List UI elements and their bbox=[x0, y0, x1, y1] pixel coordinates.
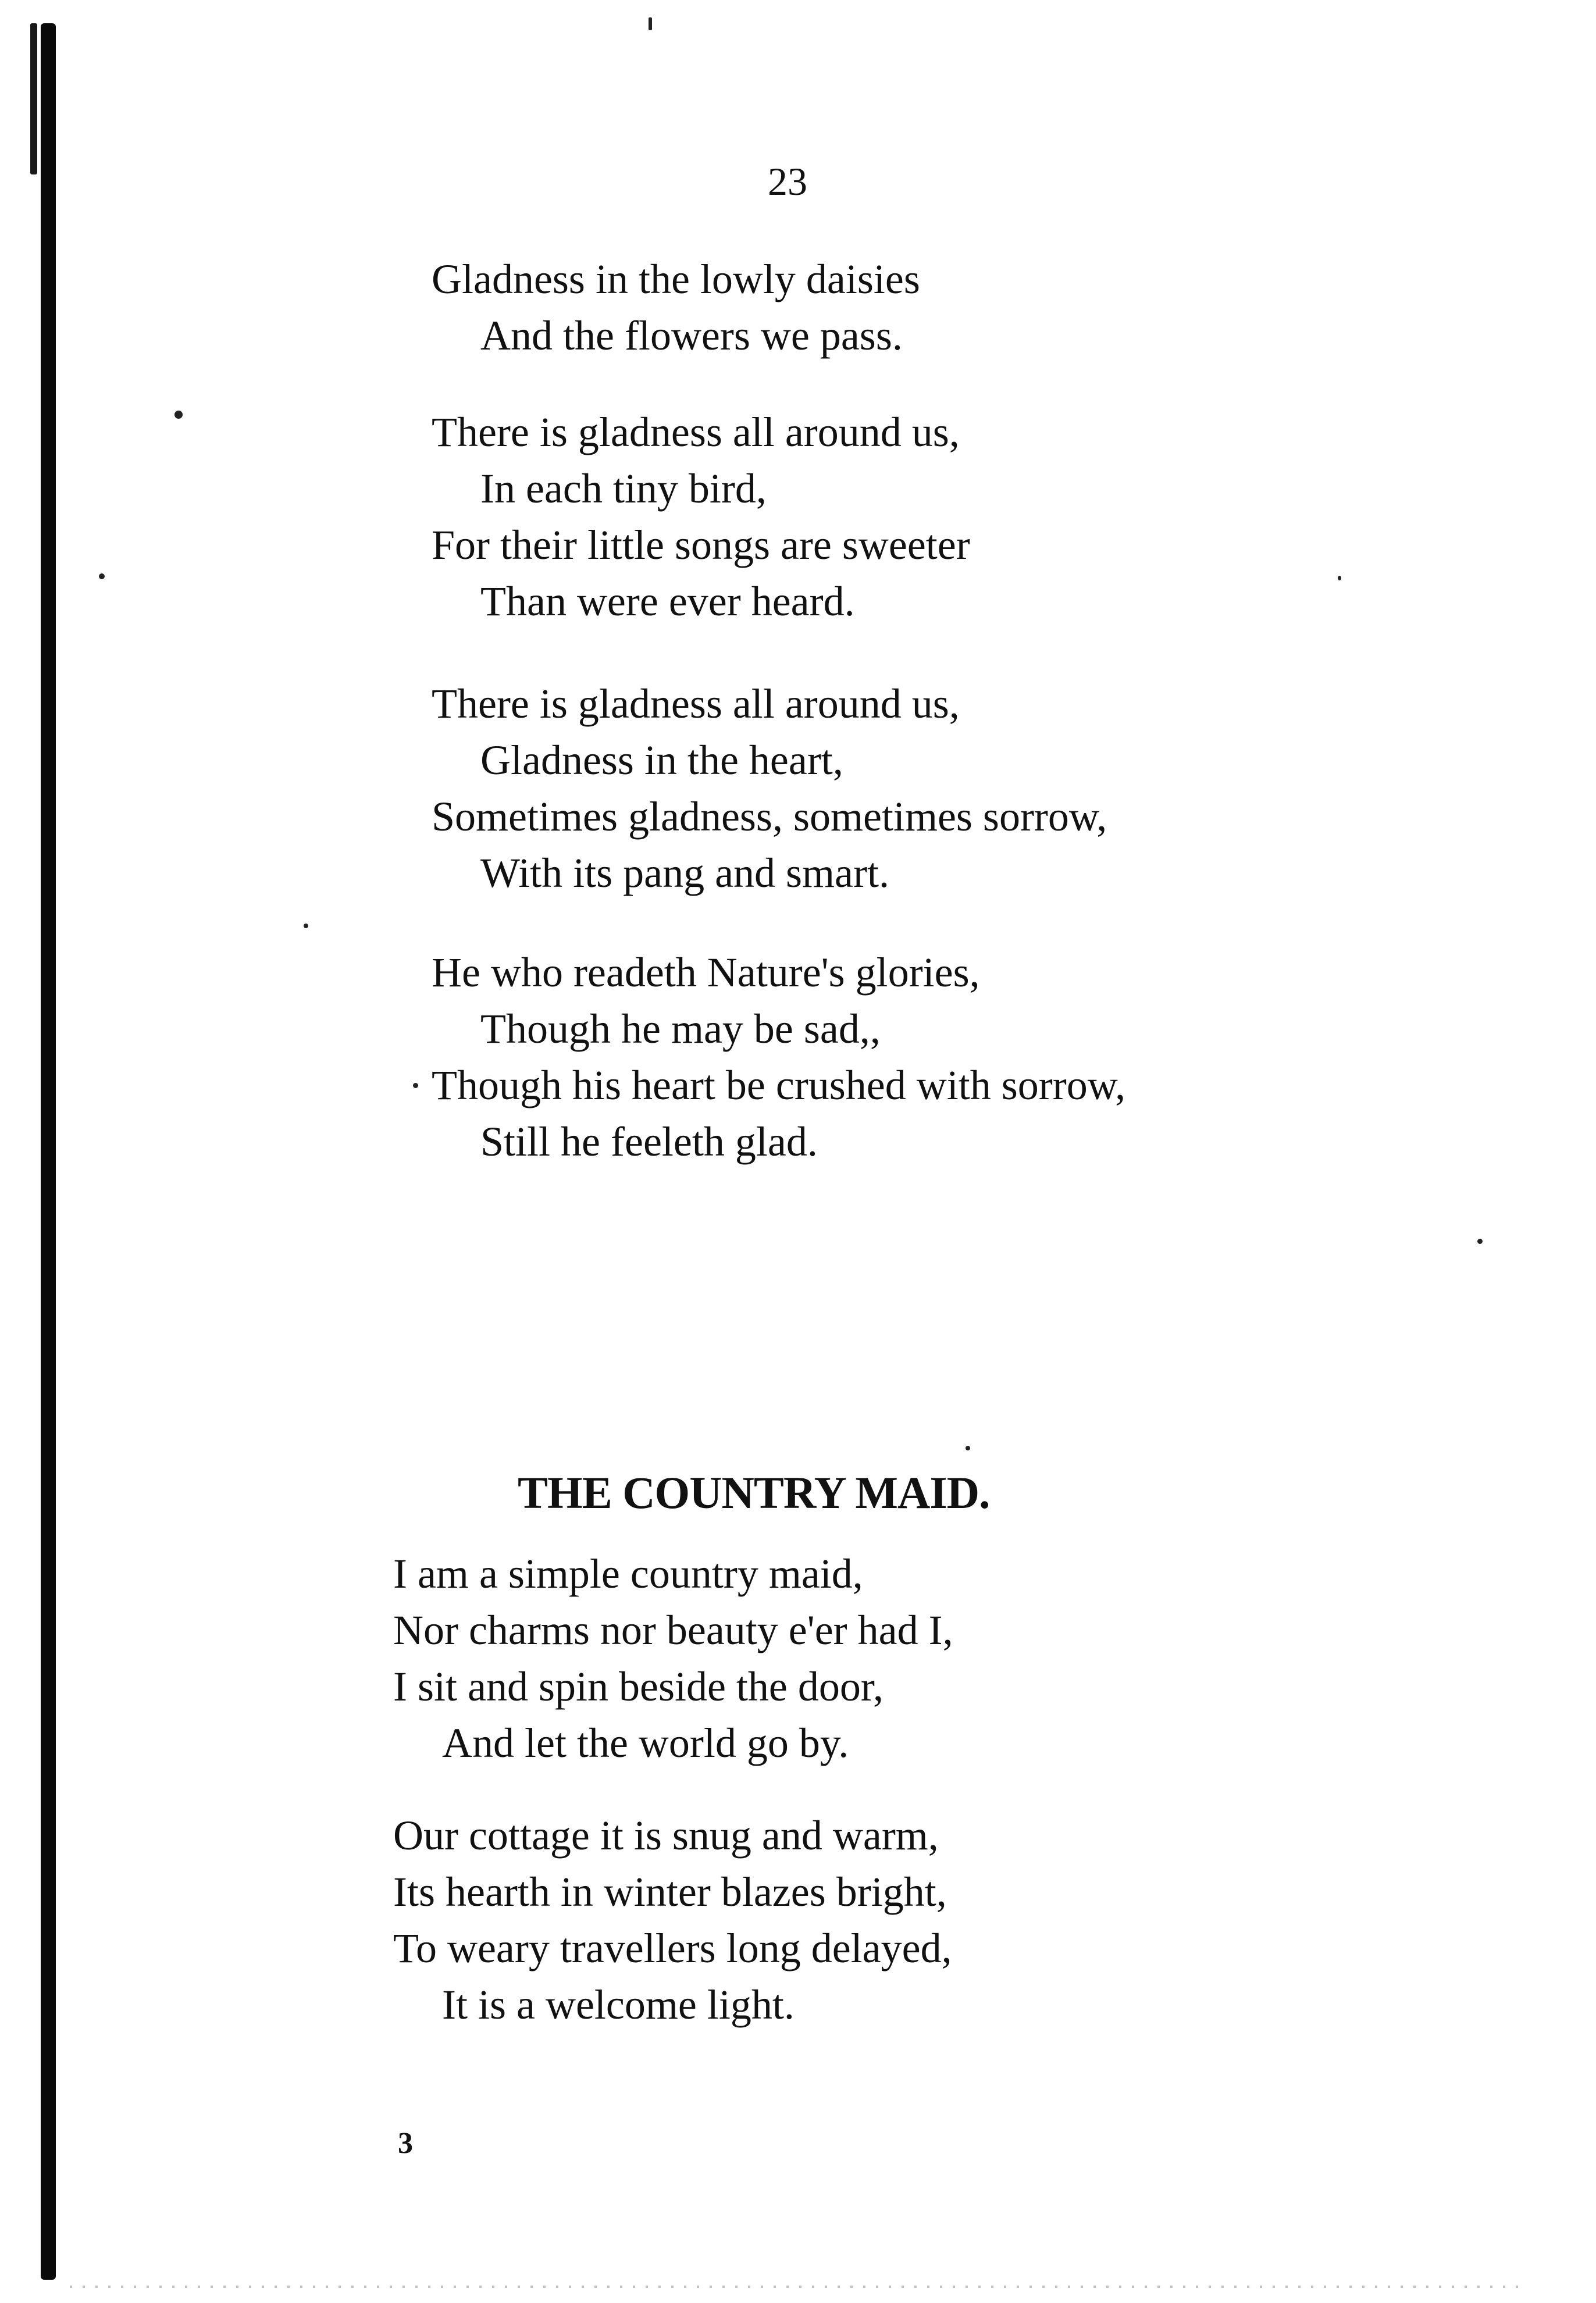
poem2-stanza-1 bbox=[393, 1546, 953, 1771]
poem-line: To weary travellers long delayed, bbox=[393, 1925, 952, 1972]
poem-line: Gladness in the lowly daisies bbox=[432, 256, 920, 302]
poem-line: Sometimes gladness, sometimes sorrow, bbox=[432, 793, 1107, 840]
poem-line: With its pang and smart. bbox=[480, 850, 889, 896]
scan-speck bbox=[304, 924, 308, 928]
poem-line: There is gladness all around us, bbox=[432, 680, 960, 727]
poem-line: Though his heart be crushed with sorrow, bbox=[432, 1062, 1126, 1108]
poem2-stanza-2 bbox=[393, 1808, 952, 2033]
poem-title: THE COUNTRY MAID. bbox=[518, 1467, 990, 1518]
poem-line: Its hearth in winter blazes bright, bbox=[393, 1869, 947, 1915]
poem-line: Our cottage it is snug and warm, bbox=[393, 1812, 939, 1859]
scan-speck bbox=[174, 411, 183, 419]
poem-line: There is gladness all around us, bbox=[432, 409, 960, 455]
binding-shadow bbox=[41, 23, 56, 2280]
scan-speck bbox=[649, 17, 652, 30]
scan-speck bbox=[1338, 576, 1341, 580]
scan-speck bbox=[966, 1446, 970, 1450]
poem1-stanza-3 bbox=[432, 676, 1107, 901]
poem-line: I sit and spin beside the door, bbox=[393, 1663, 884, 1710]
scan-noise-strip bbox=[70, 2286, 1524, 2288]
poem-line: Gladness in the heart, bbox=[480, 737, 843, 783]
page-number: 23 bbox=[768, 159, 807, 204]
poem-line: Than were ever heard. bbox=[480, 578, 855, 625]
scan-speck bbox=[413, 1083, 418, 1088]
signature-mark: 3 bbox=[398, 2127, 413, 2160]
poem-line: Still he feeleth glad. bbox=[480, 1118, 818, 1165]
poem-line: Though he may be sad,, bbox=[480, 1006, 881, 1052]
poem-line: Nor charms nor beauty e'er had I, bbox=[393, 1607, 953, 1653]
poem-line: I am a simple country maid, bbox=[393, 1550, 863, 1597]
poem-line: For their little songs are sweeter bbox=[432, 522, 970, 568]
poem-line: He who readeth Nature's glories, bbox=[432, 949, 980, 996]
poem-line: In each tiny bird, bbox=[480, 465, 767, 512]
poem-line: And the flowers we pass. bbox=[480, 312, 903, 359]
poem-line: It is a welcome light. bbox=[442, 1981, 795, 2028]
poem1-stanza-4 bbox=[432, 944, 1125, 1170]
poem-line: And let the world go by. bbox=[442, 1720, 849, 1766]
poem1-stanza-1 bbox=[432, 251, 920, 364]
poem1-stanza-2 bbox=[432, 404, 970, 630]
scan-speck bbox=[1477, 1239, 1483, 1244]
scan-speck bbox=[99, 573, 105, 579]
